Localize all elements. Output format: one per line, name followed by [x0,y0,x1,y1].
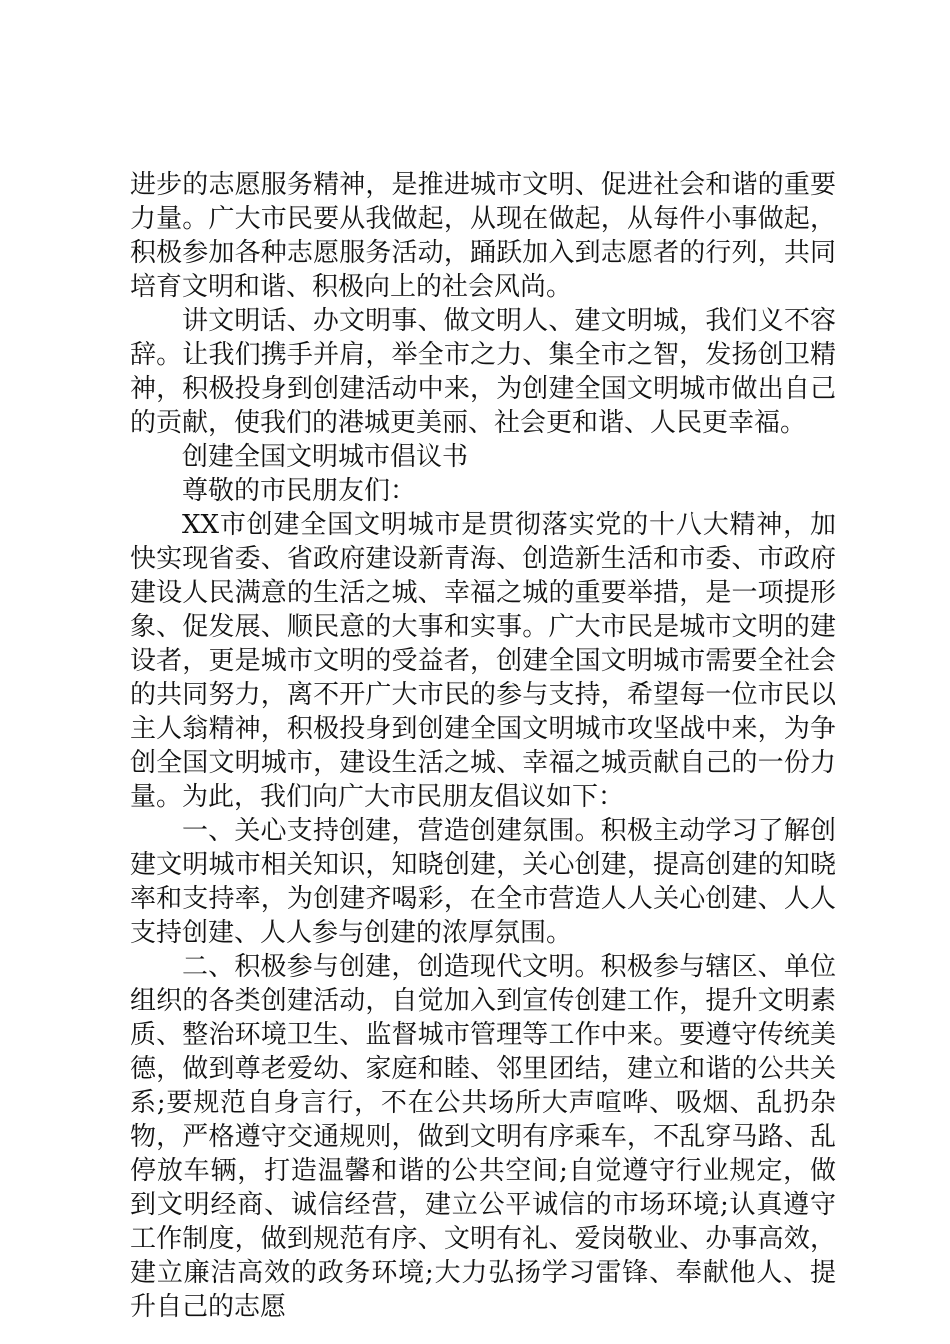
paragraph-item-one: 一、关心支持创建，营造创建氛围。积极主动学习了解创建文明城市相关知识，知晓创建，关心创建，提高创建的知晓率和支持率，为创建齐喝彩，在全市营造人人关心创建、人人支持创建、人人参与创建的浓厚氛围。 [130,816,836,948]
paragraph-item-two: 二、积极参与创建，创造现代文明。积极参与辖区、单位组织的各类创建活动，自觉加入到宣传创建工作，提升文明素质、整治环境卫生、监督城市管理等工作中来。要遵守传统美德，做到尊老爱幼、家庭和睦、邻里团结，建立和谐的公共关系;要规范自身言行，不在公共场所大声喧哗、吸烟、乱扔杂物，严格遵守交通规则，做到文明有序乘车，不乱穿马路、乱停放车辆，打造温馨和谐的公共空间;自觉遵守行业规定，做到文明经商、诚信经营，建立公平诚信的市场环境;认真遵守工作制度，做到规范有序、文明有礼、爱岗敬业、办事高效，建立廉洁高效的政务环境;大力弘扬学习雷锋、奉献他人、提升自己的志愿 [130,952,836,1322]
proposal-title: 创建全国文明城市倡议书 [182,442,469,472]
salutation: 尊敬的市民朋友们： [182,476,417,506]
paragraph-introduction: XX市创建全国文明城市是贯彻落实党的十八大精神，加快实现省委、省政府建设新青海、创造新生活和市委、市政府建设人民满意的生活之城、幸福之城的重要举措，是一项提形象、促发展、顺民意的大事和实事。广大市民是城市文明的建设者，更是城市文明的受益者，创建全国文明城市需要全社会的共同努力，离不开广大市民的参与支持，希望每一位市民以主人翁精神，积极投身到创建全国文明城市攻坚战中来，为争创全国文明城市，建设生活之城、幸福之城贡献自己的一份力量。为此，我们向广大市民朋友倡议如下： [130,510,836,812]
paragraph-volunteer-spirit: 进步的志愿服务精神，是推进城市文明、促进社会和谐的重要力量。广大市民要从我做起，从现在做起，从每件小事做起，积极参加各种志愿服务活动，踊跃加入到志愿者的行列，共同培育文明和谐、积极向上的社会风尚。 [130,170,836,302]
document-body [130,168,836,1324]
paragraph-civilized-city: 讲文明话、办文明事、做文明人、建文明城，我们义不容辞。让我们携手并肩，举全市之力、集全市之智，发扬创卫精神，积极投身到创建活动中来，为创建全国文明城市做出自己的贡献，使我们的港城更美丽、社会更和谐、人民更幸福。 [130,306,836,438]
